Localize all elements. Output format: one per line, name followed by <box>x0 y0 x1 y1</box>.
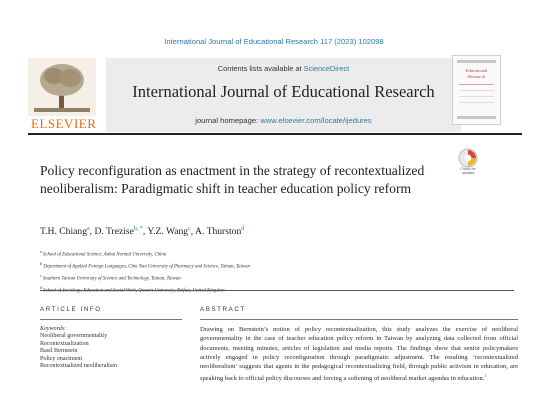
homepage-prefix: journal homepage: <box>195 116 259 125</box>
keywords-label: Keywords: <box>40 326 67 332</box>
author[interactable] <box>94 226 142 237</box>
journal-homepage-line <box>106 116 461 125</box>
crossmark-label-line-1: Check for <box>460 167 476 171</box>
keywords-block <box>40 326 180 370</box>
affiliation-item <box>40 272 510 284</box>
author-name: T.H. Chiang <box>40 226 87 238</box>
cover-top-bar <box>457 60 496 63</box>
article-title: Policy reconfiguration as enactment in the strategy of recontextualized neoliberalism: Paradigmatic shift in teacher education policy reform <box>40 163 425 196</box>
affiliation-marker: d <box>40 284 42 290</box>
author-separator: , <box>190 226 196 238</box>
affiliations <box>40 248 510 296</box>
author[interactable] <box>195 226 244 237</box>
author[interactable] <box>40 226 90 237</box>
affiliations-divider <box>40 290 514 291</box>
journal-title: International Journal of Educational Research <box>132 82 435 101</box>
journal-citation[interactable]: International Journal of Educational Research 117 (2023) 102098 <box>164 37 384 46</box>
author-list <box>40 226 244 237</box>
affiliation-item <box>40 248 510 260</box>
keyword-item: Recontextualized neoliberalism <box>40 363 117 370</box>
abstract-divider <box>200 319 518 320</box>
author-affiliation-marker[interactable]: d <box>241 226 245 232</box>
elsevier-wordmark: ELSEVIER <box>31 116 97 131</box>
affiliation-text: Southern Taiwan University of Science and Technology, Tainan, Taiwan <box>42 276 181 282</box>
cover-rule-4 <box>459 102 494 103</box>
elsevier-tree-icon <box>28 58 96 116</box>
author-affiliation-marker[interactable]: b, * <box>133 226 143 232</box>
affiliation-item <box>40 260 510 272</box>
article-info-divider <box>40 319 182 320</box>
journal-banner <box>106 58 461 132</box>
author-name: D. Trezise <box>94 226 134 238</box>
journal-header <box>28 58 522 136</box>
author-name: Y.Z. Wang <box>147 226 189 238</box>
crossmark-label-line-2: updates <box>461 171 475 176</box>
cover-title-line-2: Research <box>468 73 485 79</box>
cover-rule-2 <box>459 90 494 91</box>
header-divider <box>28 133 522 135</box>
author-name: A. Thurston <box>195 226 242 238</box>
abstract-footnote-marker[interactable]: 1 <box>484 373 487 379</box>
affiliation-marker: b <box>40 260 42 266</box>
contents-available-line <box>106 64 461 73</box>
cover-title-line-1: Educational <box>465 68 488 73</box>
journal-cover-thumbnail[interactable] <box>452 55 501 125</box>
keyword-item: Recontextualization <box>40 340 89 347</box>
cover-title <box>453 68 500 79</box>
abstract-heading: ABSTRACT <box>200 306 246 313</box>
affiliation-marker: a <box>40 249 42 254</box>
keyword-item: Policy enactment <box>40 355 83 362</box>
author-affiliation-marker[interactable]: a <box>87 226 90 232</box>
keyword-item: Neoliberal governmentality <box>40 333 108 340</box>
sciencedirect-link[interactable]: ScienceDirect <box>303 64 350 73</box>
crossmark-label <box>452 167 484 175</box>
contents-prefix: Contents lists available at <box>217 64 302 73</box>
article-info-heading: ARTICLE INFO <box>40 306 102 313</box>
keyword-item: Basil Bernstein <box>40 348 78 355</box>
cover-bottom-bar <box>457 116 496 119</box>
cover-rule-1 <box>459 84 494 85</box>
check-for-updates-badge[interactable] <box>455 148 481 180</box>
author-affiliation-marker[interactable]: c <box>188 226 191 232</box>
affiliation-marker: c <box>40 272 42 278</box>
author-separator: , <box>142 226 148 238</box>
cover-rule-3 <box>459 96 494 97</box>
homepage-link[interactable]: www.elsevier.com/locate/ijedures <box>260 116 372 125</box>
abstract-body: Drawing on Bernstein’s notion of policy recontextualization, this study analyzes the exercise of neoliberal governmentality in the case of teacher education policy reform in Taiwan by analyzing data collected from official documents, meeting minutes, articles of legislation and media reports. The findings show that senior policymakers actively engaged in policy reconfiguration through paradigmatic adjustment. The resulting ‘recontextualized neoliberalism’ suggests that agents in the pedagogical recontextualizing field, through public activism in education, are speaking back to official policy discourses and forcing a softening of neoliberal market agendas in education. <box>200 326 518 383</box>
author[interactable] <box>147 226 190 237</box>
elsevier-logo[interactable] <box>28 58 96 134</box>
crossmark-icon <box>455 148 481 168</box>
abstract-text <box>200 325 518 384</box>
affiliation-text: School of Educational Science, Anhui Normal University, China <box>42 252 167 258</box>
affiliation-text: Department of Applied Foreign Languages, Chia Nan University of Pharmacy and Science, Tainan, Taiwan <box>43 264 250 270</box>
author-separator: , <box>89 226 95 238</box>
